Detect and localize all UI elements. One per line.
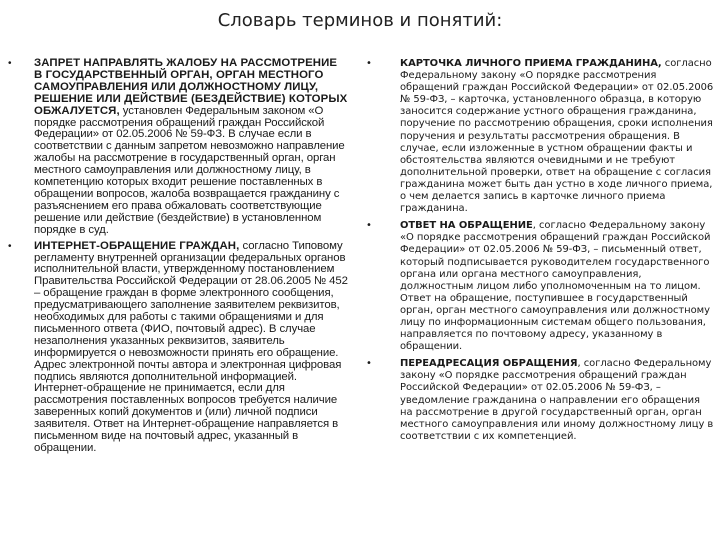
term-heading: ИНТЕРНЕТ-ОБРАЩЕНИЕ ГРАЖДАН, (34, 239, 240, 252)
term-definition: установлен Федеральным законом «О порядке рассмотрения обращений граждан Российской Федерации» от 02.05.2006 № 59-ФЗ. В случае если в соответствии с данным запретом невозможно направление жалобы на рассмотрение в государственный орган, орган местного самоуправления или должностному лицу, в компетенцию которых входит решение поставленных в обращении вопросов, жалоба возвращается гражданину с разъяснением его права обжаловать соответствующие решение или действие (бездействие) в установленном порядке в суд. (34, 104, 345, 236)
term-definition: , согласно Федеральному закону «О порядке рассмотрения обращений граждан Российской Федерации» от 02.05.2006 № 59-ФЗ, – уведомление гражданина о направлении его обращения на рассмотрение в другой государственный орган, орган местного самоуправления или иному должностному лицу в соответствии с их компетенцией. (400, 358, 714, 442)
bullet: • (366, 220, 372, 232)
glossary-entry-readdressing (366, 358, 714, 443)
term-heading: ОТВЕТ НА ОБРАЩЕНИЕ (400, 220, 533, 232)
page-title: Словарь терминов и понятий: (217, 10, 503, 31)
bullet: • (8, 58, 12, 69)
term-definition: согласно Типовому регламенту внутренней организации федеральных органов исполнительной власти, утвержденному постановлением Правительства Российской Федерации от 28.06.2005 № 452 – обращение граждан в форме электронного сообщения, предусматривающего заполнение заявителем реквизитов, необходимых для работы с такими обращениями и для письменного ответа (ФИО, почтовый адрес). В случае незаполнения указанных реквизитов, заявитель информируется о невозможности принять его обращение. Адрес электронной почты автора и электронная цифровая подпись являются дополнительной информацией. Интернет-обращение не принимается, если для рассмотрения поставленных вопросов требуется наличие заверенных копий документов и (или) личной подписи заявителя. Ответ на Интернет-обращение направляется в письменном виде на почтовый адрес, указанный в обращении. (34, 239, 348, 454)
bullet: • (366, 58, 372, 69)
term-definition: согласно Федеральному закону «О порядке рассмотрения обращений граждан Российской Федерации» от 02.05.2006 № 59-ФЗ, – карточка, установленного образца, в которую заносится содержание устного обращения гражданина, поручение по рассмотрению обращения, сроки исполнения поручения и результаты рассмотрения обращения. В случае, если изложенные в устном обращении факты и обстоятельства являются очевидными и не требуют дополнительной проверки, ответ на обращение с согласия гражданина может быть дан устно в ходе личного приема, о чем делается запись в карточке личного приема гражданина. (400, 58, 714, 215)
term-heading: ЗАПРЕТ НАПРАВЛЯТЬ ЖАЛОБУ НА РАССМОТРЕНИЕ В ГОСУДАРСТВЕННЫЙ ОРГАН, ОРГАН МЕСТНОГО САМОУПРАВЛЕНИЯ ИЛИ ДОЛЖНОСТНОМУ ЛИЦУ, РЕШЕНИЕ ИЛИ ДЕЙСТВИЕ (БЕЗДЕЙСТВИЕ) КОТОРЫХ ОБЖАЛУЕТСЯ, (34, 57, 348, 117)
bullet: • (8, 240, 12, 252)
left-column (8, 58, 348, 455)
term-heading: ПЕРЕАДРЕСАЦИЯ ОБРАЩЕНИЯ (400, 358, 578, 370)
right-column (366, 58, 714, 443)
term-definition: , согласно Федеральному закону «О порядке рассмотрения обращений граждан Российской Федерации» от 02.05.2006 № 59-ФЗ, – письменный ответ, который подписывается руководителем государственного органа или органа местного самоуправления, должностным лицом либо уполномоченным на то лицом. Ответ на обращение, поступившее в государственный орган, орган местного самоуправления или должностному лицу по информационным системам общего пользования, направляется по почтовому адресу, указанному в обращении. (400, 220, 711, 353)
term-heading: КАРТОЧКА ЛИЧНОГО ПРИЕМА ГРАЖДАНИНА, (400, 58, 662, 69)
glossary-entry-reception-card (366, 58, 714, 215)
glossary-entry-internet-appeal (8, 241, 348, 455)
bullet: • (366, 358, 372, 370)
glossary-entry-response (366, 220, 714, 353)
glossary-entry-complaint-ban (8, 58, 348, 237)
